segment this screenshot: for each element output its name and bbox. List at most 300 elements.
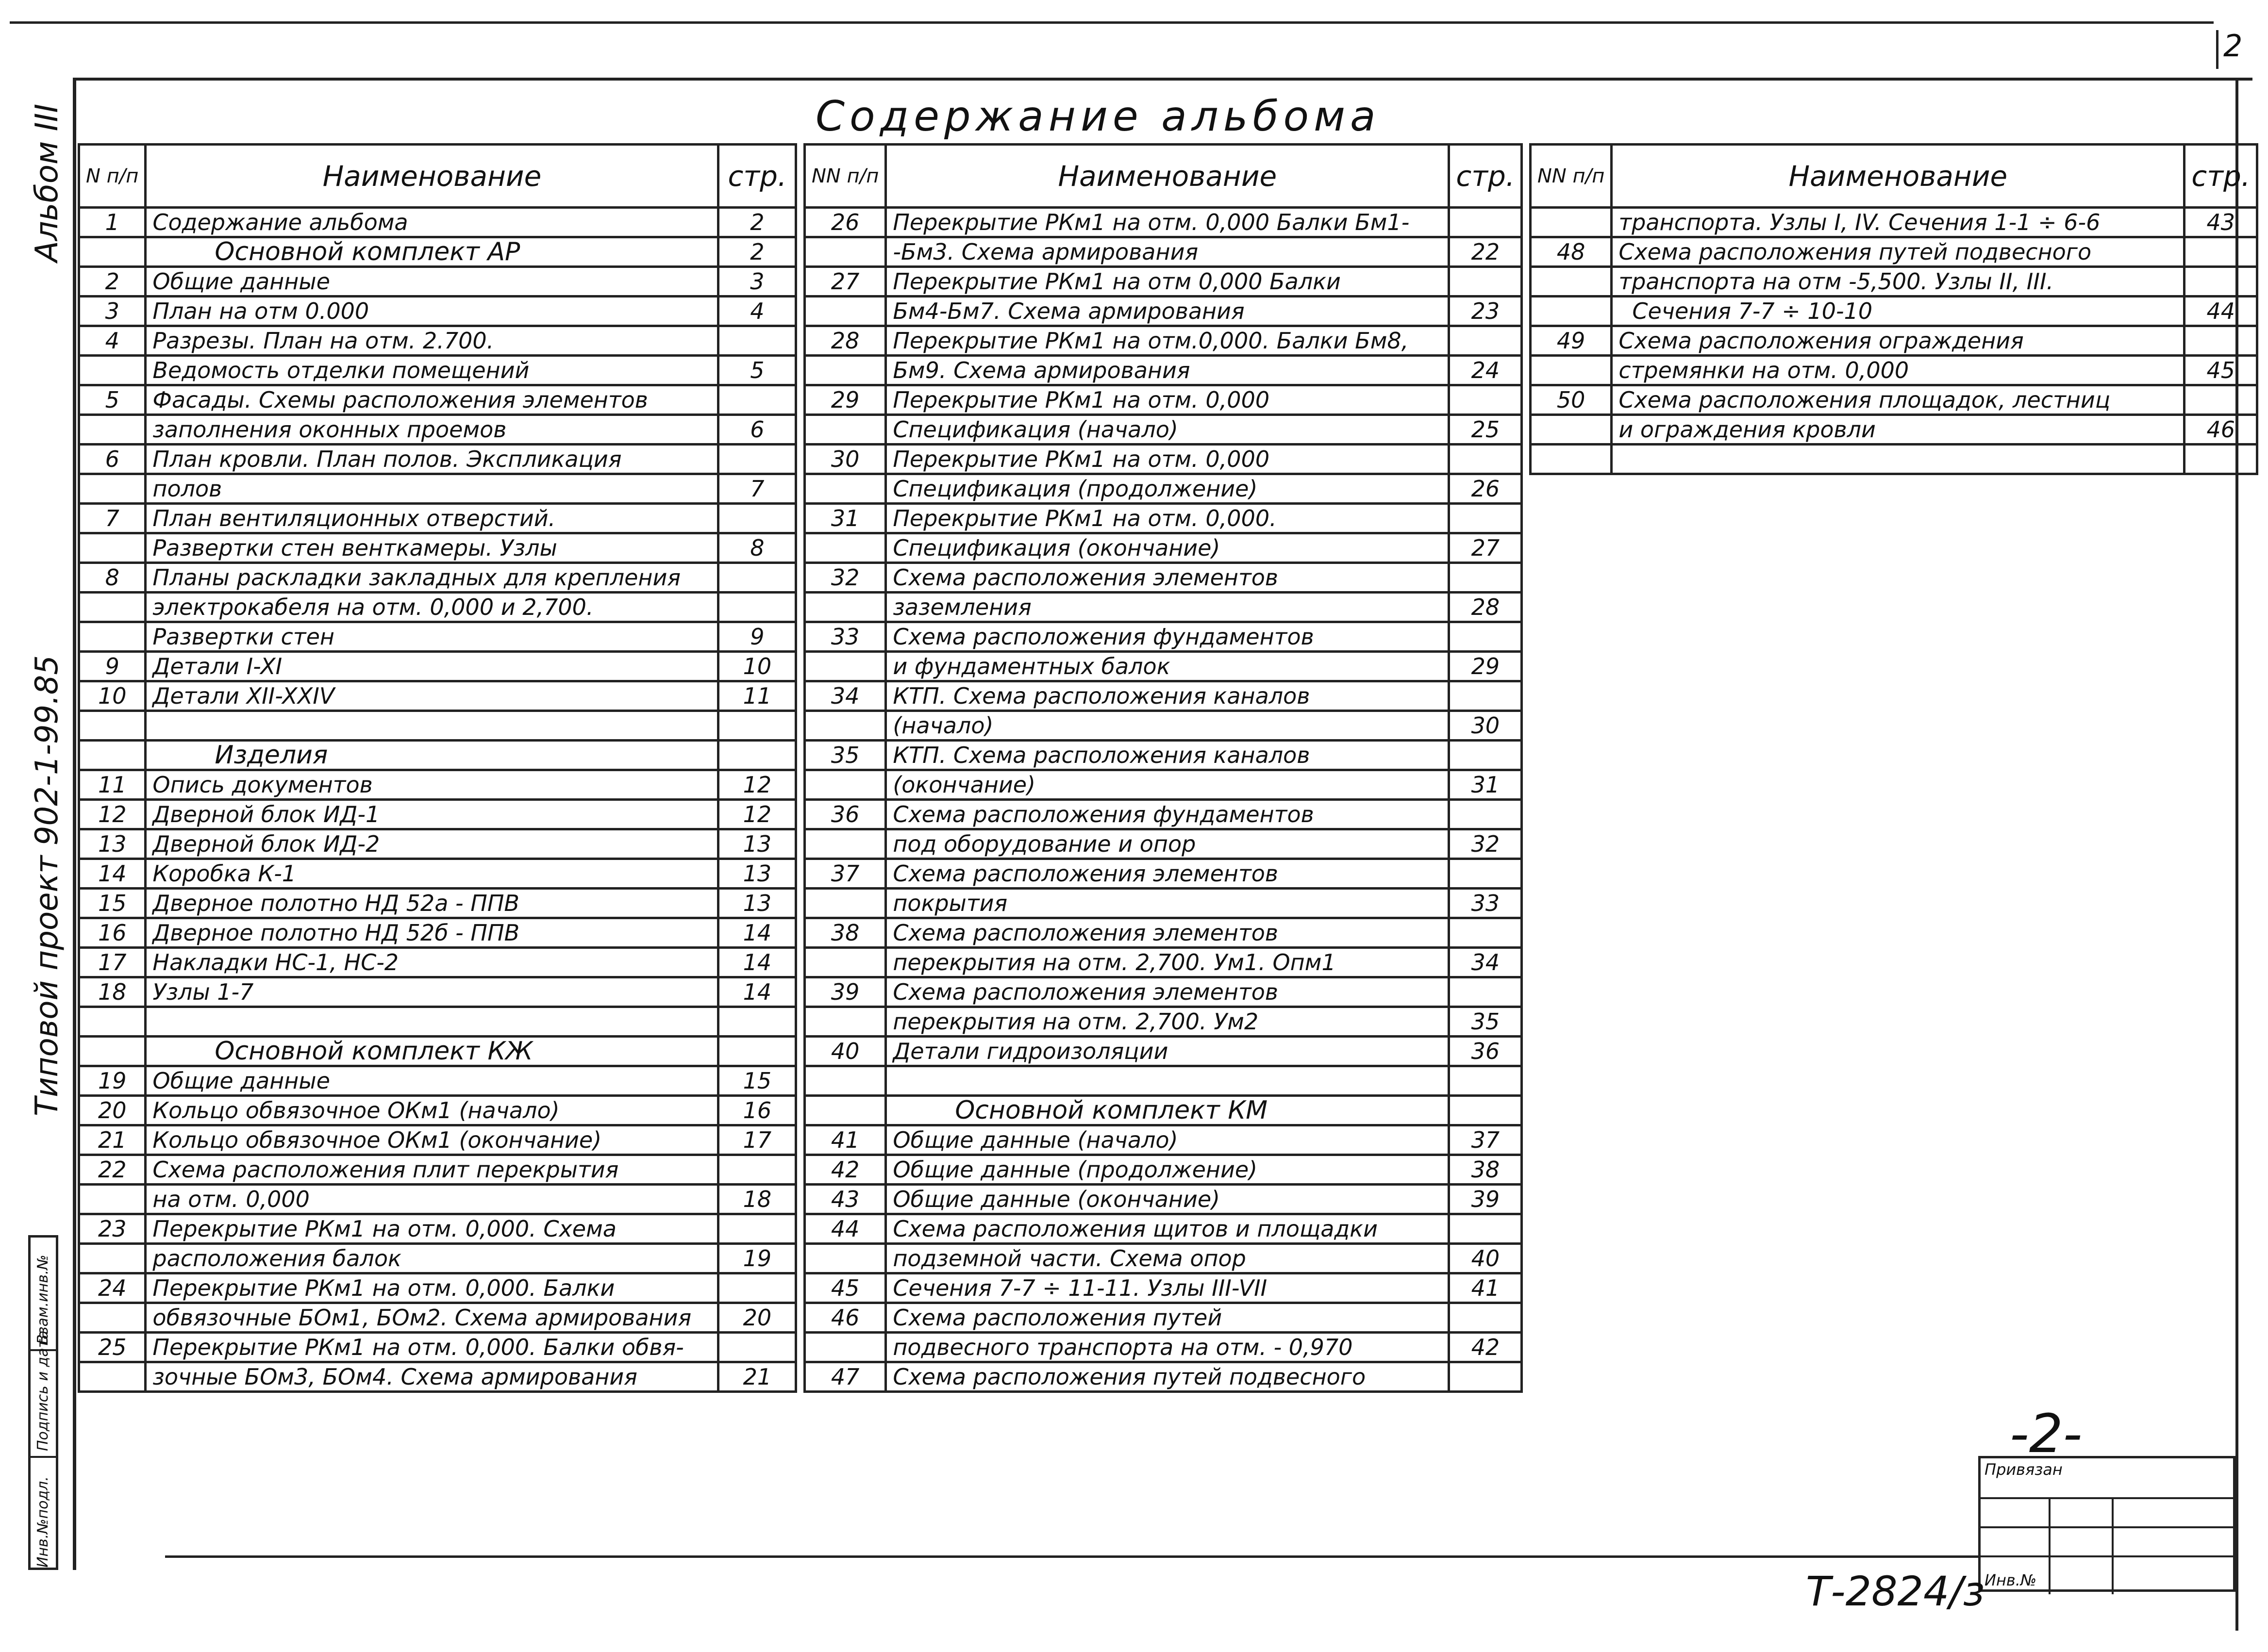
row-name <box>146 1007 718 1037</box>
table-row <box>79 267 796 297</box>
row-name: Схема расположения щитов и площадки <box>886 1214 1449 1244</box>
table-row <box>805 1007 1522 1037</box>
table-row <box>805 918 1522 948</box>
row-name: Развертки стен <box>146 622 718 652</box>
row-page <box>718 563 796 593</box>
row-name: перекрытия на отм. 2,700. Ум1. Опм1 <box>886 948 1449 977</box>
row-number <box>79 474 146 504</box>
row-number: 37 <box>805 859 886 889</box>
table-header-row <box>1531 145 2257 208</box>
row-number: 11 <box>79 770 146 800</box>
row-page: 14 <box>718 948 796 977</box>
table-row <box>79 297 796 326</box>
row-number: 7 <box>79 504 146 533</box>
inventory-stamp <box>28 1235 58 1570</box>
table-row <box>79 829 796 859</box>
row-name: Общие данные (продолжение) <box>886 1155 1449 1185</box>
row-number: 17 <box>79 948 146 977</box>
row-page <box>1449 208 1522 237</box>
row-name: Перекрытие РКм1 на отм. 0,000 Балки Бм1- <box>886 208 1449 237</box>
row-name: Общие данные <box>146 267 718 297</box>
title-block-line <box>2049 1497 2051 1594</box>
row-page <box>1449 681 1522 711</box>
table-row <box>805 948 1522 977</box>
header-page: стр. <box>2185 145 2257 208</box>
row-name: (начало) <box>886 711 1449 741</box>
table-row <box>805 385 1522 415</box>
row-name: Детали гидроизоляции <box>886 1037 1449 1066</box>
header-page: стр. <box>1449 145 1522 208</box>
album-label: Альбом III <box>29 103 65 262</box>
row-page: 18 <box>718 1185 796 1214</box>
row-number <box>805 533 886 563</box>
row-name: обвязочные БОм1, БОм2. Схема армирования <box>146 1303 718 1333</box>
sheet-number: 2 <box>2223 28 2243 64</box>
row-page <box>1449 800 1522 829</box>
row-name: Развертки стен венткамеры. Узлы <box>146 533 718 563</box>
row-number <box>79 741 146 770</box>
row-number: 18 <box>79 977 146 1007</box>
row-number: 24 <box>79 1273 146 1303</box>
row-name: Перекрытие РКм1 на отм. 0,000. Схема <box>146 1214 718 1244</box>
table-row <box>805 237 1522 267</box>
table-row <box>805 208 1522 237</box>
row-number: 1 <box>79 208 146 237</box>
row-name: зочные БОм3, БОм4. Схема армирования <box>146 1362 718 1392</box>
table-row <box>79 1333 796 1362</box>
row-page: 11 <box>718 681 796 711</box>
row-number: 43 <box>805 1185 886 1214</box>
row-number: 45 <box>805 1273 886 1303</box>
header-num: NN п/п <box>1531 145 1612 208</box>
row-number: 49 <box>1531 326 1612 356</box>
header-num: NN п/п <box>805 145 886 208</box>
row-number <box>805 1096 886 1125</box>
header-name: Наименование <box>886 145 1449 208</box>
row-name: Общие данные (окончание) <box>886 1185 1449 1214</box>
row-page: 35 <box>1449 1007 1522 1037</box>
row-name: -Бм3. Схема армирования <box>886 237 1449 267</box>
row-number: 38 <box>805 918 886 948</box>
row-page: 23 <box>1449 297 1522 326</box>
row-number <box>79 356 146 385</box>
row-page: 45 <box>2185 356 2257 385</box>
row-number: 39 <box>805 977 886 1007</box>
table-row <box>805 741 1522 770</box>
row-name: расположения балок <box>146 1244 718 1273</box>
header-name: Наименование <box>1612 145 2185 208</box>
row-name: Накладки НС-1, НС-2 <box>146 948 718 977</box>
table-row <box>805 622 1522 652</box>
row-page: 7 <box>718 474 796 504</box>
table-row <box>805 770 1522 800</box>
row-page <box>718 326 796 356</box>
table-row <box>79 1096 796 1125</box>
row-name: Кольцо обвязочное ОКм1 (начало) <box>146 1096 718 1125</box>
row-number <box>79 533 146 563</box>
row-name: электрокабеля на отм. 0,000 и 2,700. <box>146 593 718 622</box>
row-name: Дверной блок ИД-1 <box>146 800 718 829</box>
table-row <box>805 326 1522 356</box>
row-name: Разрезы. План на отм. 2.700. <box>146 326 718 356</box>
table-row <box>79 741 796 770</box>
row-page <box>1449 1214 1522 1244</box>
table-row <box>79 385 796 415</box>
table-row <box>805 1125 1522 1155</box>
table-row <box>79 889 796 918</box>
row-number <box>805 652 886 681</box>
row-name: Дверной блок ИД-2 <box>146 829 718 859</box>
title-block-line <box>1981 1497 2238 1499</box>
row-number <box>1531 356 1612 385</box>
row-page: 30 <box>1449 711 1522 741</box>
row-page: 32 <box>1449 829 1522 859</box>
table-row <box>79 800 796 829</box>
page-mark: -2- <box>2010 1403 2083 1465</box>
row-number <box>805 711 886 741</box>
row-number: 3 <box>79 297 146 326</box>
row-number: 34 <box>805 681 886 711</box>
row-number: 16 <box>79 918 146 948</box>
row-name: Перекрытие РКм1 на отм. 0,000. <box>886 504 1449 533</box>
row-name: Схема расположения фундаментов <box>886 622 1449 652</box>
table-row <box>79 208 796 237</box>
row-page: 17 <box>718 1125 796 1155</box>
row-page <box>1449 445 1522 474</box>
header-num: N п/п <box>79 145 146 208</box>
table-row <box>1531 237 2257 267</box>
page-title: Содержание альбома <box>816 92 1381 141</box>
row-name: План кровли. План полов. Экспликация <box>146 445 718 474</box>
row-page <box>1449 504 1522 533</box>
row-number <box>805 948 886 977</box>
frame-bottom-line <box>165 1555 1981 1558</box>
row-page: 16 <box>718 1096 796 1125</box>
title-block <box>1978 1456 2235 1592</box>
table-row <box>805 1362 1522 1392</box>
row-page: 25 <box>1449 415 1522 445</box>
row-number: 46 <box>805 1303 886 1333</box>
row-page: 9 <box>718 622 796 652</box>
row-name: перекрытия на отм. 2,700. Ум2 <box>886 1007 1449 1037</box>
row-number <box>79 1037 146 1066</box>
row-number <box>805 829 886 859</box>
row-name: Основной комплект КЖ <box>146 1037 718 1066</box>
table-row <box>79 445 796 474</box>
row-page <box>718 1214 796 1244</box>
row-name: Узлы 1-7 <box>146 977 718 1007</box>
row-number <box>805 770 886 800</box>
row-number: 4 <box>79 326 146 356</box>
table-row <box>79 859 796 889</box>
row-name: на отм. 0,000 <box>146 1185 718 1214</box>
table-row <box>805 1303 1522 1333</box>
row-name: Общие данные <box>146 1066 718 1096</box>
row-name: Планы раскладки закладных для крепления <box>146 563 718 593</box>
header-page: стр. <box>718 145 796 208</box>
row-number: 26 <box>805 208 886 237</box>
stamp-label-replace: Взам.инв.№ <box>34 1255 51 1344</box>
row-name: транспорта на отм -5,500. Узлы II, III. <box>1612 267 2185 297</box>
table-row <box>1531 385 2257 415</box>
row-name: Основной комплект КМ <box>886 1096 1449 1125</box>
row-number: 14 <box>79 859 146 889</box>
table-row <box>805 977 1522 1007</box>
row-name: Бм4-Бм7. Схема армирования <box>886 297 1449 326</box>
row-number: 47 <box>805 1362 886 1392</box>
table-row <box>79 356 796 385</box>
row-number <box>805 1007 886 1037</box>
table-row <box>79 237 796 267</box>
row-number <box>79 593 146 622</box>
row-number: 31 <box>805 504 886 533</box>
row-name: Схема расположения путей подвесного <box>886 1362 1449 1392</box>
row-page: 41 <box>1449 1273 1522 1303</box>
row-number: 6 <box>79 445 146 474</box>
row-number <box>79 711 146 741</box>
row-name: Перекрытие РКм1 на отм. 0,000. Балки обвя- <box>146 1333 718 1362</box>
table-row <box>805 681 1522 711</box>
row-page <box>1449 385 1522 415</box>
row-number: 41 <box>805 1125 886 1155</box>
contents-table-middle <box>803 143 1523 1393</box>
row-number: 48 <box>1531 237 1612 267</box>
table-row <box>805 711 1522 741</box>
row-page: 42 <box>1449 1333 1522 1362</box>
row-number <box>1531 297 1612 326</box>
row-name: Перекрытие РКм1 на отм.0,000. Балки Бм8, <box>886 326 1449 356</box>
row-number: 42 <box>805 1155 886 1185</box>
row-number <box>1531 445 1612 474</box>
table-row <box>805 504 1522 533</box>
row-page: 4 <box>718 297 796 326</box>
table-row <box>805 297 1522 326</box>
title-block-label-top: Привязан <box>1984 1460 2063 1479</box>
table-header-row <box>805 145 1522 208</box>
row-name: Спецификация (начало) <box>886 415 1449 445</box>
row-name: Схема расположения площадок, лестниц <box>1612 385 2185 415</box>
row-number <box>79 1007 146 1037</box>
row-name: Общие данные (начало) <box>886 1125 1449 1155</box>
title-block-line <box>1981 1526 2238 1528</box>
row-page: 40 <box>1449 1244 1522 1273</box>
row-number <box>1531 267 1612 297</box>
table-row <box>79 1007 796 1037</box>
row-page: 21 <box>718 1362 796 1392</box>
contents-table-left <box>78 143 797 1393</box>
table-row <box>805 445 1522 474</box>
row-page <box>1449 267 1522 297</box>
row-page: 27 <box>1449 533 1522 563</box>
table-row <box>79 1273 796 1303</box>
row-name: Схема расположения путей <box>886 1303 1449 1333</box>
row-number <box>805 237 886 267</box>
row-number <box>79 1185 146 1214</box>
table-row <box>79 1362 796 1392</box>
table-row <box>805 800 1522 829</box>
row-number: 19 <box>79 1066 146 1096</box>
row-name: Перекрытие РКм1 на отм. 0,000 <box>886 445 1449 474</box>
row-name: и ограждения кровли <box>1612 415 2185 445</box>
row-number: 21 <box>79 1125 146 1155</box>
row-page <box>2185 237 2257 267</box>
table-row <box>805 593 1522 622</box>
row-name: Схема расположения элементов <box>886 859 1449 889</box>
row-number <box>805 1333 886 1362</box>
table-row <box>79 474 796 504</box>
row-name: подземной части. Схема опор <box>886 1244 1449 1273</box>
row-number <box>805 889 886 918</box>
row-page: 6 <box>718 415 796 445</box>
row-name: Перекрытие РКм1 на отм. 0,000 <box>886 385 1449 415</box>
row-page: 29 <box>1449 652 1522 681</box>
row-page: 10 <box>718 652 796 681</box>
row-page: 28 <box>1449 593 1522 622</box>
row-name <box>146 711 718 741</box>
row-name: Спецификация (продолжение) <box>886 474 1449 504</box>
table-row <box>79 711 796 741</box>
table-header-row <box>79 145 796 208</box>
row-name: полов <box>146 474 718 504</box>
row-number <box>805 356 886 385</box>
row-number <box>79 415 146 445</box>
row-page: 13 <box>718 859 796 889</box>
table-row <box>79 1037 796 1066</box>
row-number: 15 <box>79 889 146 918</box>
table-row <box>805 267 1522 297</box>
row-number <box>79 622 146 652</box>
table-row <box>79 326 796 356</box>
table-row <box>805 829 1522 859</box>
table-row <box>805 1096 1522 1125</box>
row-name: Сечения 7-7 ÷ 11-11. Узлы III-VII <box>886 1273 1449 1303</box>
table-row <box>79 533 796 563</box>
top-border-line <box>10 21 2214 24</box>
row-number: 23 <box>79 1214 146 1244</box>
row-number: 30 <box>805 445 886 474</box>
row-name: Схема расположения ограждения <box>1612 326 2185 356</box>
table-row <box>805 889 1522 918</box>
row-name: Дверное полотно НД 52б - ППВ <box>146 918 718 948</box>
row-page <box>718 1155 796 1185</box>
row-name: Изделия <box>146 741 718 770</box>
row-page <box>2185 326 2257 356</box>
row-page <box>718 385 796 415</box>
row-page: 24 <box>1449 356 1522 385</box>
row-name: Детали I-XI <box>146 652 718 681</box>
table-row <box>79 977 796 1007</box>
row-name: Содержание альбома <box>146 208 718 237</box>
row-page: 12 <box>718 770 796 800</box>
table-row <box>79 1066 796 1096</box>
row-page: 44 <box>2185 297 2257 326</box>
row-number: 13 <box>79 829 146 859</box>
table-row <box>1531 326 2257 356</box>
row-name: Схема расположения элементов <box>886 563 1449 593</box>
table-row <box>805 859 1522 889</box>
row-page: 2 <box>718 208 796 237</box>
row-name: Опись документов <box>146 770 718 800</box>
row-name: подвесного транспорта на отм. - 0,970 <box>886 1333 1449 1362</box>
table-row <box>805 1066 1522 1096</box>
row-page <box>718 1007 796 1037</box>
row-page: 26 <box>1449 474 1522 504</box>
row-page <box>1449 1303 1522 1333</box>
table-row <box>79 652 796 681</box>
row-page <box>1449 1362 1522 1392</box>
stamp-divider <box>31 1456 56 1458</box>
title-block-label-bottom: Инв.№ <box>1984 1571 2037 1589</box>
row-page: 33 <box>1449 889 1522 918</box>
row-page <box>718 504 796 533</box>
row-number: 44 <box>805 1214 886 1244</box>
row-page: 34 <box>1449 948 1522 977</box>
row-name: Дверное полотно НД 52а - ППВ <box>146 889 718 918</box>
table-row <box>805 652 1522 681</box>
row-name: Основной комплект АР <box>146 237 718 267</box>
row-number: 50 <box>1531 385 1612 415</box>
row-page <box>1449 741 1522 770</box>
row-number: 36 <box>805 800 886 829</box>
stamp-label-sign: Подпись и дата <box>34 1330 51 1451</box>
row-number <box>79 237 146 267</box>
row-number: 22 <box>79 1155 146 1185</box>
row-page: 2 <box>718 237 796 267</box>
row-number <box>805 1244 886 1273</box>
table-row <box>79 563 796 593</box>
row-number <box>1531 208 1612 237</box>
row-name: Кольцо обвязочное ОКм1 (окончание) <box>146 1125 718 1155</box>
table-row <box>1531 208 2257 237</box>
row-number: 29 <box>805 385 886 415</box>
row-page: 38 <box>1449 1155 1522 1185</box>
row-name <box>1612 445 2185 474</box>
row-number: 25 <box>79 1333 146 1362</box>
row-name: заполнения оконных проемов <box>146 415 718 445</box>
row-number: 32 <box>805 563 886 593</box>
row-number: 20 <box>79 1096 146 1125</box>
table-row <box>805 1185 1522 1214</box>
table-row <box>79 1155 796 1185</box>
row-name: Схема расположения путей подвесного <box>1612 237 2185 267</box>
row-name: КТП. Схема расположения каналов <box>886 681 1449 711</box>
row-name: (окончание) <box>886 770 1449 800</box>
row-page <box>2185 445 2257 474</box>
row-number: 27 <box>805 267 886 297</box>
table-row <box>805 1273 1522 1303</box>
row-page <box>718 711 796 741</box>
row-page <box>1449 326 1522 356</box>
contents-table-right <box>1529 143 2258 475</box>
row-page: 14 <box>718 918 796 948</box>
row-page: 5 <box>718 356 796 385</box>
row-name: Коробка К-1 <box>146 859 718 889</box>
row-page: 22 <box>1449 237 1522 267</box>
row-name <box>886 1066 1449 1096</box>
row-page: 15 <box>718 1066 796 1096</box>
frame-left-line <box>73 78 76 1570</box>
table-row <box>1531 445 2257 474</box>
table-row <box>79 948 796 977</box>
table-row <box>1531 297 2257 326</box>
stamp-label-inv: Инв.№подл. <box>34 1476 51 1568</box>
row-number <box>79 1362 146 1392</box>
row-name: заземления <box>886 593 1449 622</box>
row-name: КТП. Схема расположения каналов <box>886 741 1449 770</box>
row-page: 13 <box>718 829 796 859</box>
row-name: стремянки на отм. 0,000 <box>1612 356 2185 385</box>
row-number: 40 <box>805 1037 886 1066</box>
